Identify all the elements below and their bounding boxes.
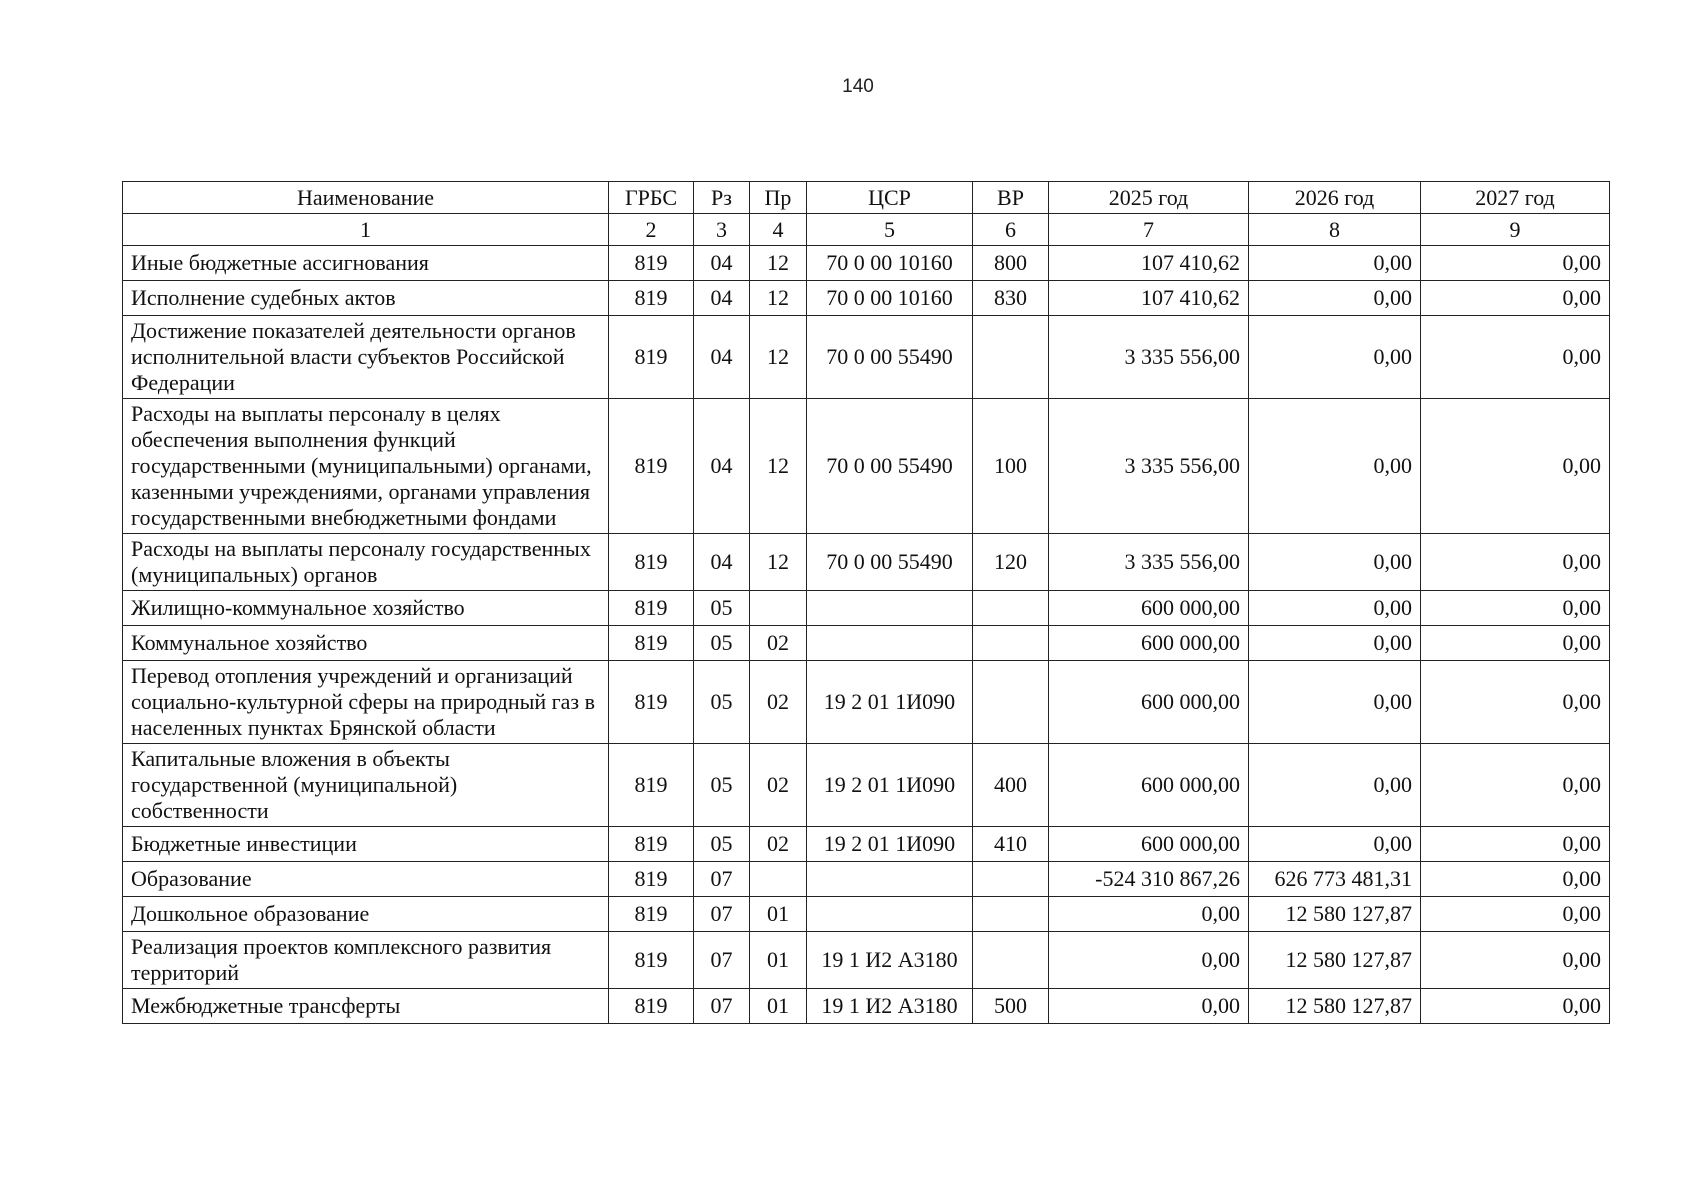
cell-2026: 12 580 127,87 <box>1249 932 1421 989</box>
cell-2027: 0,00 <box>1421 591 1610 626</box>
cell-csr: 70 0 00 10160 <box>807 246 973 281</box>
cell-2025: 107 410,62 <box>1049 246 1249 281</box>
table-row <box>123 661 1610 744</box>
cell-vr: 400 <box>973 744 1049 827</box>
index-row <box>123 214 1610 246</box>
cell-csr: 70 0 00 10160 <box>807 281 973 316</box>
index-cell: 7 <box>1049 214 1249 246</box>
cell-2027: 0,00 <box>1421 932 1610 989</box>
cell-name: Жилищно-коммунальное хозяйство <box>123 591 609 626</box>
cell-name: Исполнение судебных актов <box>123 281 609 316</box>
cell-rz: 07 <box>694 932 750 989</box>
cell-grbs: 819 <box>609 399 694 534</box>
cell-2027: 0,00 <box>1421 661 1610 744</box>
cell-pr: 01 <box>750 932 807 989</box>
cell-pr: 01 <box>750 897 807 932</box>
table-row <box>123 316 1610 399</box>
cell-pr: 01 <box>750 989 807 1024</box>
header-vr: ВР <box>973 182 1049 214</box>
table-row <box>123 591 1610 626</box>
cell-grbs: 819 <box>609 591 694 626</box>
cell-pr: 02 <box>750 626 807 661</box>
cell-2026: 0,00 <box>1249 591 1421 626</box>
cell-name: Капитальные вложения в объекты государственной (муниципальной) собственности <box>123 744 609 827</box>
cell-csr: 70 0 00 55490 <box>807 399 973 534</box>
cell-name: Образование <box>123 862 609 897</box>
cell-pr: 12 <box>750 316 807 399</box>
table-row <box>123 399 1610 534</box>
cell-pr: 02 <box>750 661 807 744</box>
cell-vr: 100 <box>973 399 1049 534</box>
cell-csr: 19 1 И2 А3180 <box>807 932 973 989</box>
header-csr: ЦСР <box>807 182 973 214</box>
cell-2027: 0,00 <box>1421 316 1610 399</box>
header-grbs: ГРБС <box>609 182 694 214</box>
index-cell: 1 <box>123 214 609 246</box>
index-cell: 4 <box>750 214 807 246</box>
cell-pr: 12 <box>750 246 807 281</box>
cell-2026: 0,00 <box>1249 534 1421 591</box>
cell-rz: 04 <box>694 246 750 281</box>
cell-2027: 0,00 <box>1421 744 1610 827</box>
cell-2027: 0,00 <box>1421 827 1610 862</box>
cell-2026: 626 773 481,31 <box>1249 862 1421 897</box>
cell-2025: 0,00 <box>1049 932 1249 989</box>
cell-2026: 12 580 127,87 <box>1249 897 1421 932</box>
cell-vr <box>973 661 1049 744</box>
cell-2025: 3 335 556,00 <box>1049 399 1249 534</box>
header-2025: 2025 год <box>1049 182 1249 214</box>
cell-vr <box>973 626 1049 661</box>
cell-2026: 0,00 <box>1249 316 1421 399</box>
cell-grbs: 819 <box>609 281 694 316</box>
cell-2025: 0,00 <box>1049 989 1249 1024</box>
cell-2025: 0,00 <box>1049 897 1249 932</box>
index-cell: 9 <box>1421 214 1610 246</box>
cell-csr <box>807 862 973 897</box>
table-header <box>123 182 1610 246</box>
cell-grbs: 819 <box>609 827 694 862</box>
table-row <box>123 281 1610 316</box>
cell-csr <box>807 591 973 626</box>
cell-csr <box>807 626 973 661</box>
cell-2026: 12 580 127,87 <box>1249 989 1421 1024</box>
cell-rz: 04 <box>694 399 750 534</box>
cell-rz: 05 <box>694 591 750 626</box>
index-cell: 2 <box>609 214 694 246</box>
cell-2025: 107 410,62 <box>1049 281 1249 316</box>
cell-name: Достижение показателей деятельности органов исполнительной власти субъектов Российской Федерации <box>123 316 609 399</box>
cell-name: Реализация проектов комплексного развития территорий <box>123 932 609 989</box>
cell-2026: 0,00 <box>1249 399 1421 534</box>
cell-rz: 05 <box>694 661 750 744</box>
cell-2027: 0,00 <box>1421 534 1610 591</box>
cell-grbs: 819 <box>609 897 694 932</box>
table-row <box>123 862 1610 897</box>
cell-rz: 04 <box>694 534 750 591</box>
cell-2026: 0,00 <box>1249 744 1421 827</box>
cell-rz: 07 <box>694 897 750 932</box>
table-row <box>123 246 1610 281</box>
index-cell: 3 <box>694 214 750 246</box>
budget-table <box>122 181 1610 1024</box>
cell-2025: 3 335 556,00 <box>1049 316 1249 399</box>
cell-vr <box>973 897 1049 932</box>
cell-vr: 830 <box>973 281 1049 316</box>
cell-2025: 600 000,00 <box>1049 626 1249 661</box>
cell-pr: 02 <box>750 744 807 827</box>
header-name: Наименование <box>123 182 609 214</box>
cell-grbs: 819 <box>609 626 694 661</box>
cell-csr: 19 1 И2 А3180 <box>807 989 973 1024</box>
cell-vr: 500 <box>973 989 1049 1024</box>
cell-rz: 05 <box>694 626 750 661</box>
cell-2025: 600 000,00 <box>1049 827 1249 862</box>
cell-vr <box>973 862 1049 897</box>
cell-pr <box>750 862 807 897</box>
cell-name: Дошкольное образование <box>123 897 609 932</box>
cell-2025: 600 000,00 <box>1049 744 1249 827</box>
cell-name: Перевод отопления учреждений и организаций социально-культурной сферы на природный газ в населенных пунктах Брянской области <box>123 661 609 744</box>
cell-name: Бюджетные инвестиции <box>123 827 609 862</box>
cell-vr: 120 <box>973 534 1049 591</box>
header-rz: Рз <box>694 182 750 214</box>
header-2027: 2027 год <box>1421 182 1610 214</box>
cell-vr <box>973 932 1049 989</box>
table-row <box>123 827 1610 862</box>
cell-pr <box>750 591 807 626</box>
cell-pr: 12 <box>750 281 807 316</box>
cell-csr: 19 2 01 1И090 <box>807 827 973 862</box>
table-row <box>123 989 1610 1024</box>
cell-pr: 02 <box>750 827 807 862</box>
cell-2026: 0,00 <box>1249 281 1421 316</box>
index-cell: 6 <box>973 214 1049 246</box>
header-row <box>123 182 1610 214</box>
cell-rz: 04 <box>694 316 750 399</box>
cell-2025: 600 000,00 <box>1049 591 1249 626</box>
index-cell: 5 <box>807 214 973 246</box>
cell-rz: 05 <box>694 827 750 862</box>
cell-csr: 70 0 00 55490 <box>807 316 973 399</box>
header-2026: 2026 год <box>1249 182 1421 214</box>
cell-pr: 12 <box>750 534 807 591</box>
cell-csr <box>807 897 973 932</box>
header-pr: Пр <box>750 182 807 214</box>
table-row <box>123 932 1610 989</box>
cell-2027: 0,00 <box>1421 399 1610 534</box>
cell-2026: 0,00 <box>1249 661 1421 744</box>
cell-pr: 12 <box>750 399 807 534</box>
index-cell: 8 <box>1249 214 1421 246</box>
table-row <box>123 534 1610 591</box>
cell-vr <box>973 591 1049 626</box>
cell-name: Межбюджетные трансферты <box>123 989 609 1024</box>
cell-rz: 04 <box>694 281 750 316</box>
cell-csr: 19 2 01 1И090 <box>807 744 973 827</box>
cell-grbs: 819 <box>609 246 694 281</box>
cell-name: Расходы на выплаты персоналу государственных (муниципальных) органов <box>123 534 609 591</box>
cell-vr: 410 <box>973 827 1049 862</box>
cell-2027: 0,00 <box>1421 626 1610 661</box>
cell-2026: 0,00 <box>1249 626 1421 661</box>
cell-grbs: 819 <box>609 989 694 1024</box>
cell-2026: 0,00 <box>1249 827 1421 862</box>
table-row <box>123 897 1610 932</box>
cell-2027: 0,00 <box>1421 897 1610 932</box>
cell-grbs: 819 <box>609 534 694 591</box>
cell-csr: 70 0 00 55490 <box>807 534 973 591</box>
cell-name: Иные бюджетные ассигнования <box>123 246 609 281</box>
cell-name: Расходы на выплаты персоналу в целях обеспечения выполнения функций государственными (муниципальными) органами, казенными учреждениями, органами управления государственными внебюджетными фондами <box>123 399 609 534</box>
cell-2025: 600 000,00 <box>1049 661 1249 744</box>
cell-name: Коммунальное хозяйство <box>123 626 609 661</box>
cell-2027: 0,00 <box>1421 862 1610 897</box>
cell-csr: 19 2 01 1И090 <box>807 661 973 744</box>
cell-2025: -524 310 867,26 <box>1049 862 1249 897</box>
cell-rz: 05 <box>694 744 750 827</box>
cell-grbs: 819 <box>609 744 694 827</box>
cell-2027: 0,00 <box>1421 281 1610 316</box>
cell-vr <box>973 316 1049 399</box>
cell-grbs: 819 <box>609 862 694 897</box>
cell-vr: 800 <box>973 246 1049 281</box>
table-body <box>123 246 1610 1024</box>
cell-rz: 07 <box>694 862 750 897</box>
cell-grbs: 819 <box>609 661 694 744</box>
page-number: 140 <box>842 76 874 97</box>
cell-2026: 0,00 <box>1249 246 1421 281</box>
cell-2027: 0,00 <box>1421 989 1610 1024</box>
table-row <box>123 744 1610 827</box>
cell-rz: 07 <box>694 989 750 1024</box>
table-row <box>123 626 1610 661</box>
cell-grbs: 819 <box>609 316 694 399</box>
cell-grbs: 819 <box>609 932 694 989</box>
cell-2027: 0,00 <box>1421 246 1610 281</box>
cell-2025: 3 335 556,00 <box>1049 534 1249 591</box>
